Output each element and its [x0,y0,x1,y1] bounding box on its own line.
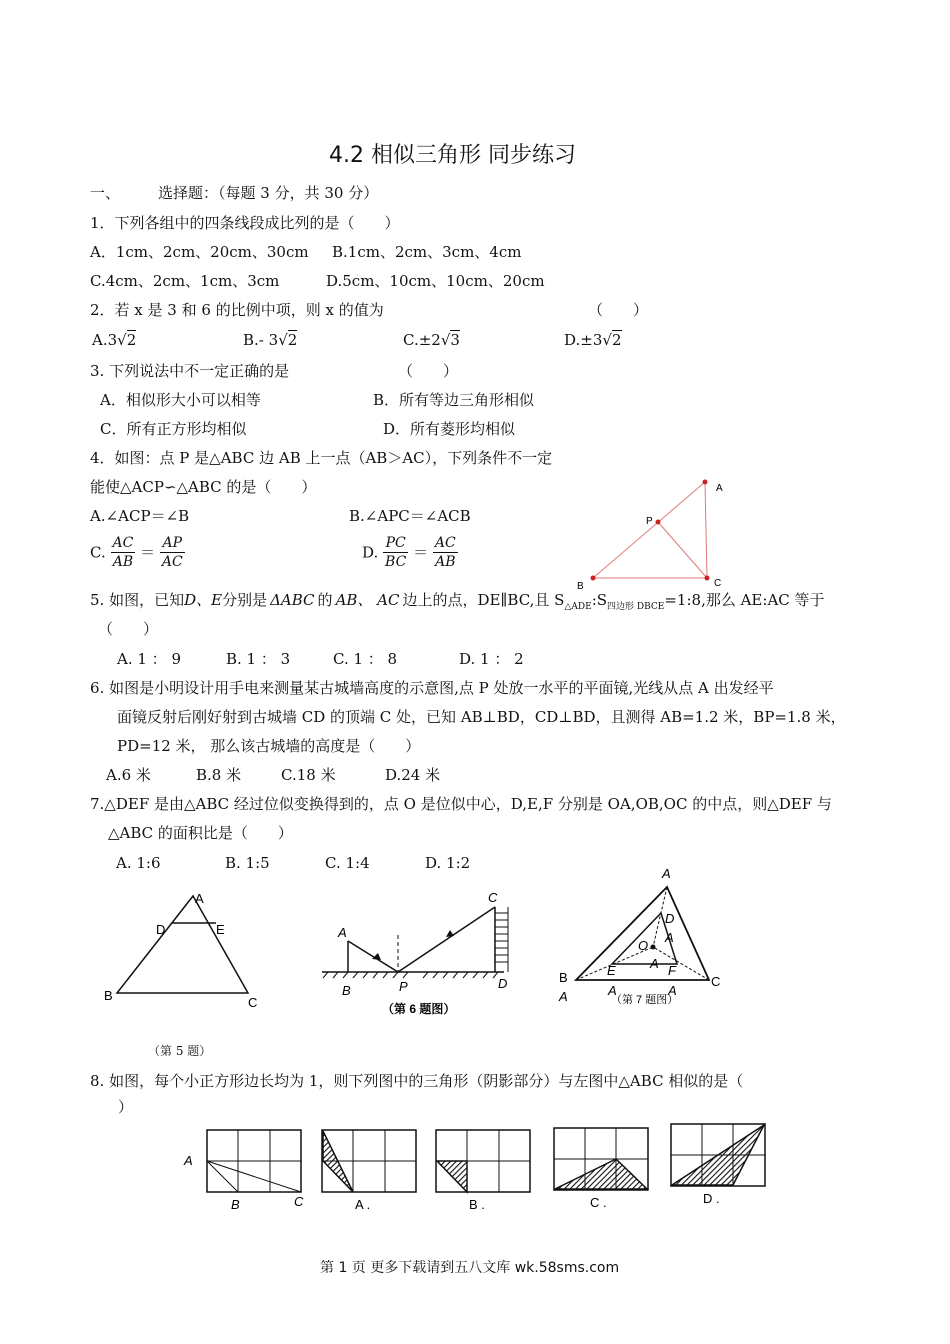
fraction [433,534,458,571]
q2-paren: （ ） [588,301,649,319]
q4-stem-line1: 4．如图：点 P 是△ABC 边 AB 上一点（AB＞AC），下列条件不一定 [90,449,553,467]
denominator: AC [161,554,183,570]
fraction [160,534,185,571]
q5-sides: AB、 AC [335,591,400,609]
q2-b-label: B. [243,331,259,349]
section-label: 选择题：（每题 3 分，共 30 分） [158,184,379,202]
q5-text: 的 [317,591,333,609]
q6-option-b: B.8 米 [196,766,242,784]
q2-a-radicand: 2 [126,331,137,349]
q5-triangle: ΔABC [270,591,315,609]
numerator: PC [383,534,408,553]
q6-option-a: A.6 米 [106,766,151,784]
q7-line2: △ABC 的面积比是（ ） [108,824,293,842]
option-b-label: B . [469,1197,485,1212]
equals-sign: ＝ [413,543,429,562]
q1-option-a: A．1cm、2cm、20cm、30cm [90,243,309,261]
label-a-overlap: A [668,983,677,998]
triangle-abc [576,887,709,980]
option-c-label: C . [590,1195,607,1210]
denominator: AB [435,554,456,570]
q1-stem: 1．下列各组中的四条线段成比列的是（ ） [90,214,400,232]
page-footer: 第 1 页 更多下载请到五八文库 wk.58sms.com [320,1260,620,1276]
q7-option-c: C. 1:4 [325,854,370,872]
fraction [111,534,136,571]
q5-stem [90,590,825,617]
q5-points-de: D、E [184,591,223,609]
figure-7 [555,865,730,1010]
wall-hatch [495,907,508,972]
arrow-icon [446,930,454,937]
denominator: BC [385,554,407,570]
label-c: C [294,1194,304,1209]
q5-text: 5. 如图，已知 [90,591,185,609]
point-o [651,945,656,950]
sqrt-sign: √ [602,331,612,349]
q4-option-c [90,534,185,571]
q8-figures [180,1120,780,1215]
q5-option-a: A. 1 ： 9 [117,650,181,668]
figure-7-caption: （第 7 题图） [611,994,679,1006]
label-a-overlap: A [608,983,617,998]
figure-5 [100,890,270,1010]
q2-c-coef: ±2 [418,331,441,349]
q5-option-d: D. 1 ： 2 [459,650,524,668]
label-a: A [338,925,347,940]
q4-c-label: C. [90,543,106,562]
option-d-grid [671,1124,765,1206]
ray-ap [348,941,398,972]
figure-6-caption: （第 6 题图） [382,1002,456,1016]
label-a: A [662,866,671,881]
label-a-overlap: A [665,930,674,945]
q2-d-label: D. [564,331,581,349]
q5-option-b: B. 1 ： 3 [226,650,291,668]
point-b [591,576,596,581]
q7-option-d: D. 1:2 [425,854,471,872]
reference-grid [183,1130,304,1212]
q5-text: =1:8,那么 AE:AC 等于 [664,591,825,609]
option-d-label: D . [703,1191,720,1206]
figure-6 [318,885,528,1020]
q2-a-label: A. [92,331,108,349]
denominator: AB [112,554,134,570]
label-c: C [488,890,498,905]
q2-option-d [564,330,622,350]
edge-ac [705,482,707,578]
label-a-overlap: A [559,989,568,1004]
q5-text: 分别是 [222,591,268,609]
q6-line1: 6. 如图是小明设计用手电来测量某古城墙高度的示意图,点 P 处放一水平的平面镜,光线从点 A 出发经平 [90,679,774,697]
label-b: B [231,1197,240,1212]
q3-option-d: D．所有菱形均相似 [383,420,516,438]
label-e: E [216,922,225,937]
q4-d-label: D. [362,543,379,562]
label-p: P [646,516,653,527]
q2-c-label: C. [403,331,419,349]
numerator: AC [112,535,134,551]
q1-option-b: B.1cm、2cm、3cm、4cm [332,243,522,261]
page-title: 4.2 相似三角形 同步练习 [329,143,576,168]
q5-text: :S [591,591,608,609]
edge-ab [593,482,705,578]
label-f: F [668,963,676,978]
q5-sub: △ADE [564,602,592,612]
q4-figure [570,470,740,592]
point-c [705,576,710,581]
label-c: C [711,974,721,989]
sqrt-sign: √ [117,331,127,349]
edge-pc [658,522,707,578]
q2-b-radicand: 2 [287,331,298,349]
q7-option-b: B. 1:5 [225,854,270,872]
q6-option-c: C.18 米 [281,766,336,784]
q2-d-coef: ±3 [580,331,603,349]
q3-option-c: C．所有正方形均相似 [100,420,247,438]
label-b: B [577,581,584,592]
label-d: D [665,911,675,926]
sqrt-sign: √ [278,331,288,349]
q2-option-a [92,330,136,350]
label-a: A [716,483,723,494]
sqrt-sign: √ [440,331,451,349]
q3-option-a: A．相似形大小可以相等 [100,391,261,409]
option-c-grid [554,1128,648,1210]
q4-option-a: A.∠ACP＝∠B [90,507,190,525]
numerator: AC [434,535,456,551]
q6-option-d: D.24 米 [385,766,441,784]
label-a: A [184,1153,193,1168]
q2-c-radicand: 3 [450,331,460,349]
label-a: A [195,891,204,906]
label-a-overlap: A [650,956,659,971]
q5-sub: 四边形 DBCE [607,602,665,612]
q8-line2: ） [118,1098,134,1116]
q1-option-c: C.4cm、2cm、1cm、3cm [90,272,280,290]
section-number: 一、 [90,184,121,202]
figure-5-caption: （第 5 题） [148,1044,212,1058]
q4-stem-line2: 能使△ACP∽△ABC 的是（ ） [90,478,317,496]
point-a [703,480,708,485]
point-p [656,520,661,525]
option-a-label: A . [355,1197,371,1212]
q6-line3: PD=12 米， 那么该古城墙的高度是（ ） [117,737,421,755]
q5-option-c: C. 1 ： 8 [333,650,398,668]
equals-sign: ＝ [140,543,156,562]
q1-option-d: D.5cm、10cm、10cm、20cm [326,272,545,290]
label-c: C [248,995,258,1010]
q2-option-c [403,330,460,350]
label-b: B [104,988,113,1003]
option-b-grid [436,1130,530,1212]
q4-option-b: B.∠APC＝∠ACB [349,507,471,525]
label-d: D [156,922,166,937]
q8-line1: 8. 如图，每个小正方形边长均为 1，则下列图中的三角形（阴影部分）与左图中△ABC 相似的是（ [90,1072,744,1090]
q2-b-coef: - 3 [258,331,279,349]
label-e: E [607,963,616,978]
q6-line2: 面镜反射后刚好射到古城墙 CD 的顶端 C 处，已知 AB⊥BD，CD⊥BD，且测得 AB=1.2 米，BP=1.8 米， [117,708,846,726]
label-p: P [399,979,408,994]
label-d: D [498,976,508,991]
q2-option-b [243,330,297,350]
q5-paren: （ ） [98,620,159,638]
q7-option-a: A. 1:6 [116,854,161,872]
q3-stem: 3. 下列说法中不一定正确的是 [90,362,290,380]
option-a-grid [322,1130,416,1212]
fraction [383,534,408,571]
q5-text: 边上的点，DE∥BC,且 S [402,591,565,609]
center-lines [576,887,709,980]
label-b: B [342,983,351,998]
ray-pc [398,907,495,972]
numerator: AP [160,534,185,553]
label-c: C [714,578,722,589]
ground-hatch [323,972,498,978]
label-b: B [559,970,568,985]
triangle-abc [117,896,248,993]
q2-a-coef: 3 [107,331,118,349]
q4-option-d [362,534,458,571]
q3-paren: （ ） [398,362,459,380]
label-o: O [638,938,649,953]
q2-stem: 2．若 x 是 3 和 6 的比例中项，则 x 的值为 [90,301,384,319]
q2-d-radicand: 2 [611,331,622,349]
q3-option-b: B．所有等边三角形相似 [373,391,535,409]
q7-line1: 7.△DEF 是由△ABC 经过位似变换得到的，点 O 是位似中心，D,E,F 分别是 OA,OB,OC 的中点，则△DEF 与 [90,795,832,813]
